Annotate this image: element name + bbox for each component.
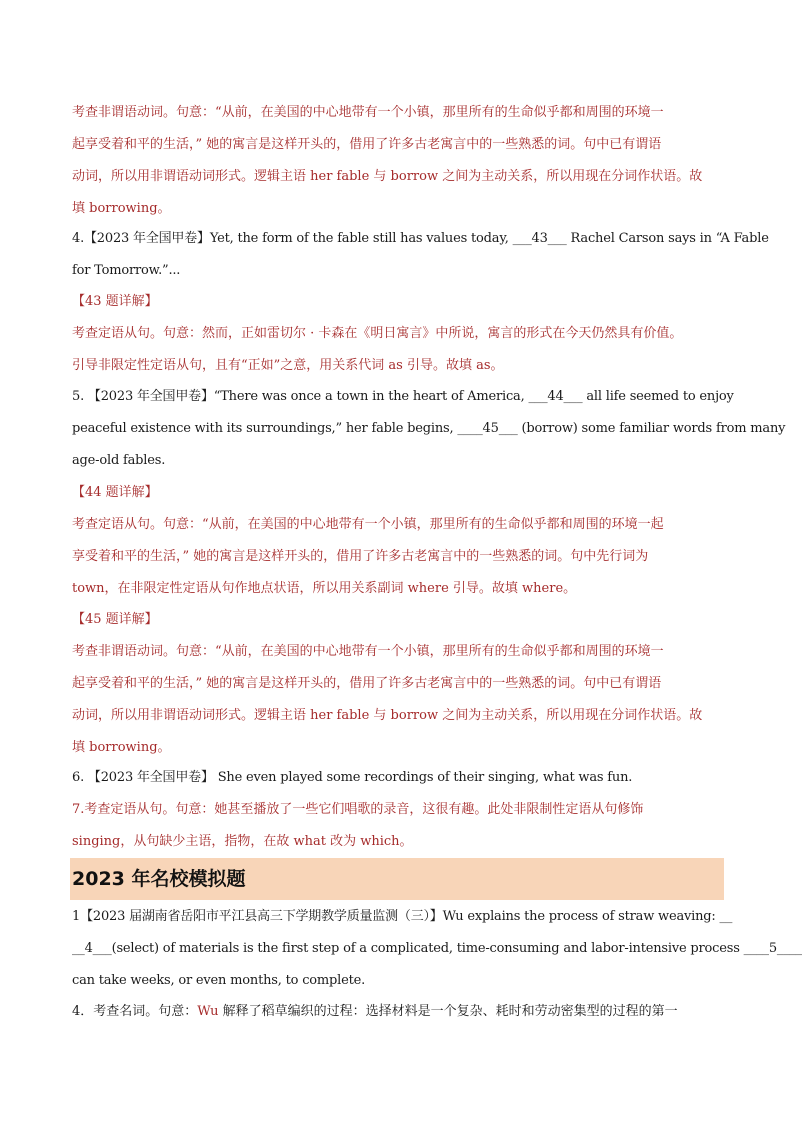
- text-line: 填 borrowing。: [72, 201, 171, 216]
- question-5: [72, 381, 786, 477]
- mock-question-1: [72, 901, 802, 997]
- question-text: She even played some recordings of their singing, what was fun.: [213, 770, 633, 785]
- explanation-title: 【45 题详解】: [72, 612, 158, 627]
- question-source: 4.【2023 年全国甲卷】: [72, 231, 210, 246]
- text-line: 考查非谓语动词。句意：“从前，在美国的中心地带有一个小镇，那里所有的生命似乎都和周围的环境一: [72, 644, 664, 659]
- question-text: “There was once a town in the heart of America,: [213, 389, 529, 404]
- question-text: age-old fables.: [72, 453, 166, 468]
- question-4: [72, 223, 769, 287]
- text-line: 解释了稻草编织的过程：选择材料是一个复杂、耗时和劳动密集型的过程的第一: [218, 1004, 678, 1019]
- text-line: 引导非限定性定语从句，且有“正如”之意，用关系代词 as 引导。故填 as。: [72, 358, 504, 373]
- question-text: all life seemed to enjoy: [582, 389, 734, 404]
- blank-4-start: __: [719, 909, 733, 924]
- question-text: Rachel Carson says in “A Fable: [566, 231, 769, 246]
- text-line: 填 borrowing。: [72, 740, 171, 755]
- question-source: 6. 【2023 年全国甲卷】: [72, 770, 214, 785]
- explanation-7: [72, 794, 724, 858]
- question-text: Yet, the form of the fable still has values today,: [209, 231, 513, 246]
- explanation-45: [72, 604, 724, 764]
- text-line: 起享受着和平的生活，” 她的寓言是这样开头的，借用了许多古老寓言中的一些熟悉的词。句中已有谓语: [72, 676, 662, 691]
- explanation-prefix: 4．考查名词。句意：: [72, 1004, 198, 1019]
- blank-4: __4___: [72, 941, 112, 956]
- mock-explanation-4: [72, 996, 724, 1028]
- explanation-continued: [72, 97, 724, 225]
- blank-5: ____5____: [743, 941, 802, 956]
- text-line: 考查定语从句。句意：“从前，在美国的中心地带有一个小镇，那里所有的生命似乎都和周围的环境一起: [72, 517, 664, 532]
- explanation-44: [72, 477, 724, 605]
- question-text: peaceful existence with its surroundings,” her fable begins,: [72, 421, 458, 436]
- explanation-title: 【43 题详解】: [72, 294, 158, 309]
- text-line: 7.考查定语从句。句意：她甚至播放了一些它们唱歌的录音，这很有趣。此处非限制性定语从句修饰: [72, 802, 644, 817]
- blank-43: ___43___: [512, 231, 567, 246]
- text-line: 动词，所以用非谓语动词形式。逻辑主语 her fable 与 borrow 之间为主动关系，所以用现在分词作状语。故: [72, 708, 703, 723]
- section-title: 2023 年名校模拟题: [72, 868, 246, 890]
- blank-45: ____45___: [457, 421, 518, 436]
- question-text: Wu explains the process of straw weaving:: [442, 909, 720, 924]
- explanation-43: [72, 286, 724, 382]
- question-text: (borrow) some familiar words from many: [517, 421, 786, 436]
- question-text: (select) of materials is the first step of a complicated, time-consuming and labor-intensive process: [111, 941, 744, 956]
- question-text: can take weeks, or even months, to complete.: [72, 973, 366, 988]
- question-text: for Tomorrow.”...: [72, 263, 181, 278]
- blank-44: ___44___: [528, 389, 583, 404]
- explanation-title: 【44 题详解】: [72, 485, 158, 500]
- question-6: [72, 762, 724, 794]
- text-line: 享受着和平的生活，” 她的寓言是这样开头的，借用了许多古老寓言中的一些熟悉的词。句中先行词为: [72, 549, 649, 564]
- name-wu: Wu: [197, 1004, 219, 1019]
- text-line: town，在非限定性定语从句作地点状语，所以用关系副词 where 引导。故填 where。: [72, 581, 577, 596]
- question-source: 1【2023 届湖南省岳阳市平江县高三下学期教学质量监测（三）】: [72, 909, 443, 924]
- question-source: 5. 【2023 年全国甲卷】: [72, 389, 214, 404]
- text-line: singing，从句缺少主语，指物，在故 what 改为 which。: [72, 834, 413, 849]
- text-line: 动词，所以用非谓语动词形式。逻辑主语 her fable 与 borrow 之间为主动关系，所以用现在分词作状语。故: [72, 169, 703, 184]
- text-line: 起享受着和平的生活，” 她的寓言是这样开头的，借用了许多古老寓言中的一些熟悉的词。句中已有谓语: [72, 137, 662, 152]
- text-line: 考查定语从句。句意：然而，正如雷切尔 · 卡森在《明日寓言》中所说，寓言的形式在今天仍然具有价值。: [72, 326, 683, 341]
- text-line: 考查非谓语动词。句意：“从前，在美国的中心地带有一个小镇，那里所有的生命似乎都和周围的环境一: [72, 105, 664, 120]
